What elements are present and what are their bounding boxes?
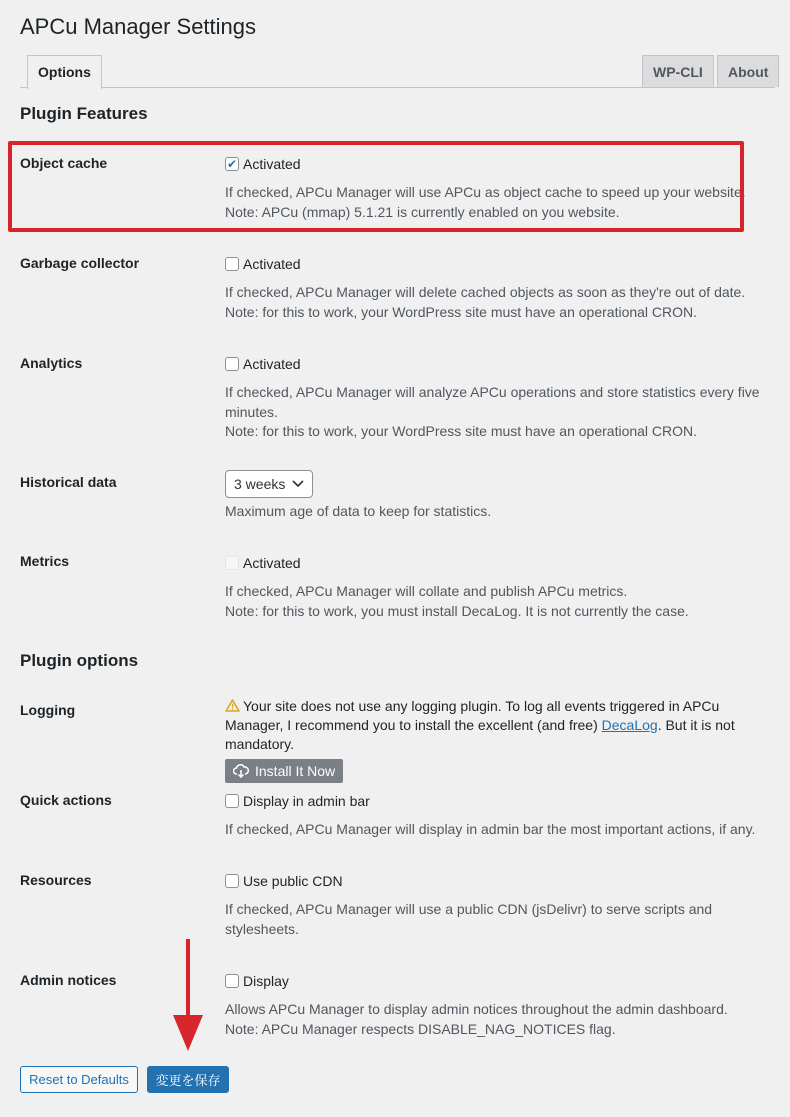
warning-icon (225, 699, 240, 712)
chevron-down-icon (292, 480, 304, 488)
logging-warning (0, 697, 770, 754)
analytics-field (225, 355, 770, 442)
analytics-checkbox-label: Activated (243, 356, 301, 372)
resources-checkbox-label: Use public CDN (243, 873, 343, 889)
object-cache-label: Object cache (20, 155, 108, 171)
tab-about[interactable]: About (717, 55, 779, 87)
analytics-checkbox[interactable] (225, 357, 239, 371)
metrics-checkbox-row (225, 554, 770, 572)
plugin-features-title: Plugin Features (20, 104, 148, 123)
quick-actions-checkbox-label: Display in admin bar (243, 793, 370, 809)
analytics-desc-line: If checked, APCu Manager will analyze APCu operations and store statistics every five minutes. (225, 384, 760, 420)
logging-label: Logging (20, 702, 76, 718)
plugin-options-title: Plugin options (20, 651, 139, 670)
garbage-collector-description (225, 283, 770, 322)
resources-label: Resources (20, 872, 92, 888)
garbage-collector-checkbox[interactable] (225, 257, 239, 271)
admin-notices-label: Admin notices (20, 972, 117, 988)
quick-actions-field (225, 792, 770, 840)
garbage-collector-checkbox-label: Activated (243, 256, 301, 272)
resources-field (225, 872, 770, 939)
metrics-note-line: Note: for this to work, you must install DecaLog. It is not currently the case. (225, 602, 689, 619)
tab-wp-cli[interactable]: WP-CLI (642, 55, 714, 87)
metrics-checkbox-label: Activated (243, 555, 301, 571)
object-cache-checkbox-label: Activated (243, 156, 301, 172)
save-changes-button[interactable]: 変更を保存 (147, 1066, 229, 1093)
logging-warning-text: Your site does not use any logging plugin. To log all events triggered in APCu Manager, I recommend you to install the excellent (and free) (225, 698, 720, 733)
garbage-collector-label: Garbage collector (20, 255, 140, 271)
analytics-note-line: Note: for this to work, your WordPress site must have an operational CRON. (225, 423, 698, 439)
annotation-arrow-icon (168, 937, 208, 1053)
admin-notices-note-line: Note: APCu Manager respects DISABLE_NAG_NOTICES flag. (225, 1020, 616, 1037)
resources-checkbox[interactable] (225, 874, 239, 888)
garbage-collector-checkbox-row[interactable] (225, 255, 770, 273)
historical-data-field (225, 470, 770, 519)
metrics-field (225, 554, 770, 621)
cloud-download-icon (233, 764, 249, 778)
admin-notices-field (225, 972, 770, 1039)
admin-notices-checkbox-row[interactable] (225, 972, 770, 990)
object-cache-note-line: Note: APCu (mmap) 5.1.21 is currently enabled on you website. (225, 203, 620, 220)
metrics-checkbox (225, 556, 239, 570)
logging-warning-end: . But it is not mandatory. (225, 717, 735, 752)
historical-data-label: Historical data (20, 474, 117, 490)
reset-to-defaults-button[interactable]: Reset to Defaults (20, 1066, 138, 1093)
analytics-label: Analytics (20, 355, 83, 371)
metrics-description (225, 582, 770, 621)
highlight-box (8, 141, 744, 232)
tab-options[interactable]: Options (27, 55, 102, 89)
admin-notices-checkbox[interactable] (225, 974, 239, 988)
quick-actions-checkbox-row[interactable] (225, 792, 770, 810)
install-it-now-button[interactable] (225, 759, 343, 783)
quick-actions-description: If checked, APCu Manager will display in admin bar the most important actions, if any. (225, 821, 756, 837)
decalog-link[interactable]: DecaLog (601, 717, 658, 733)
resources-description: If checked, APCu Manager will use a public CDN (jsDelivr) to serve scripts and stylesheets. (225, 901, 713, 937)
admin-notices-description (225, 1000, 770, 1039)
admin-notices-desc-line: Allows APCu Manager to display admin notices throughout the admin dashboard. (225, 1001, 728, 1017)
garbage-collector-field (225, 255, 770, 322)
historical-data-select[interactable] (225, 470, 313, 498)
quick-actions-checkbox[interactable] (225, 794, 239, 808)
admin-notices-checkbox-label: Display (243, 973, 289, 989)
metrics-label: Metrics (20, 553, 70, 569)
historical-data-description: Maximum age of data to keep for statistics. (225, 503, 492, 519)
logging-field (225, 697, 770, 783)
analytics-description (225, 383, 770, 442)
install-it-now-label: Install It Now (255, 763, 336, 779)
object-cache-checkbox[interactable]: ✔ (226, 157, 238, 171)
historical-data-select-value: 3 weeks (234, 476, 286, 492)
garbage-collector-desc-line: If checked, APCu Manager will delete cached objects as soon as they're out of date. (225, 284, 746, 300)
object-cache-desc-line: If checked, APCu Manager will use APCu as object cache to speed up your website. (225, 184, 746, 200)
analytics-checkbox-row[interactable] (225, 355, 770, 373)
quick-actions-label: Quick actions (20, 792, 112, 808)
garbage-collector-note-line: Note: for this to work, your WordPress site must have an operational CRON. (225, 303, 698, 320)
resources-checkbox-row[interactable] (225, 872, 770, 890)
metrics-desc-line: If checked, APCu Manager will collate and publish APCu metrics. (225, 583, 628, 599)
page-title: APCu Manager Settings (20, 14, 257, 39)
